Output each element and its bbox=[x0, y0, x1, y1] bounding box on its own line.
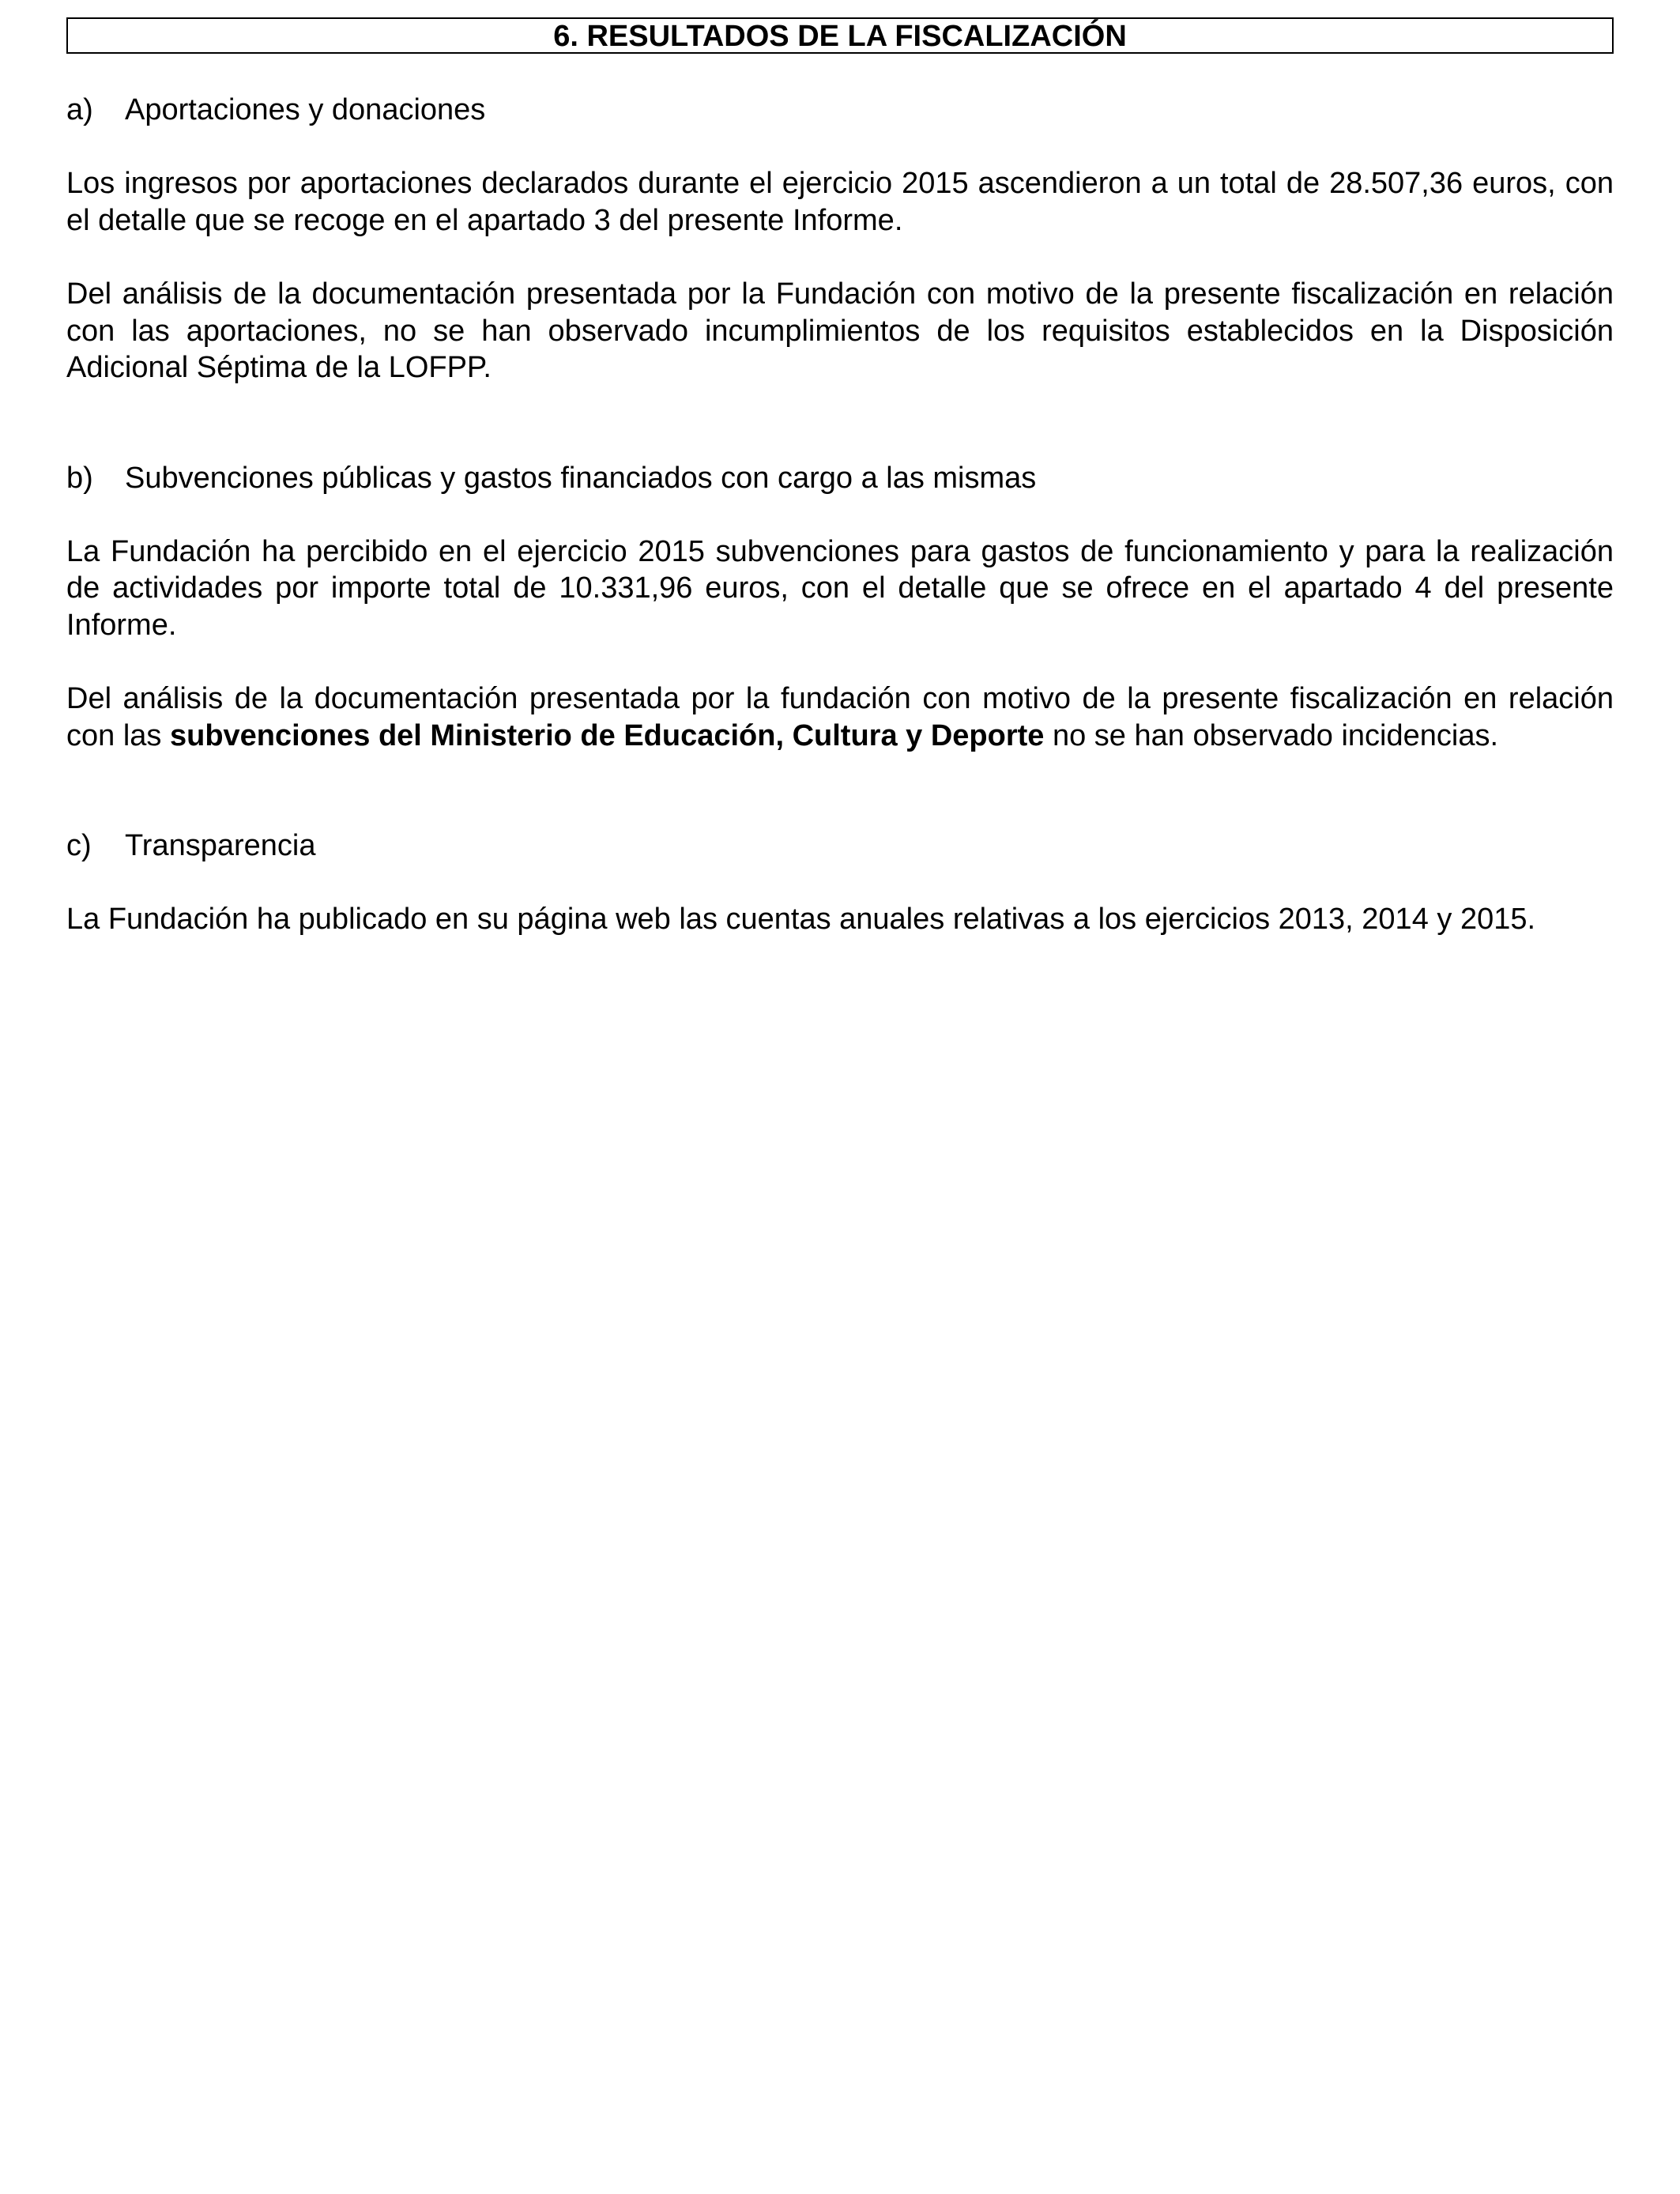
bold-phrase: subvenciones del Ministerio de Educación, Cultura y Deporte bbox=[169, 718, 1045, 752]
paragraph: La Fundación ha publicado en su página web las cuentas anuales relativas a los ejercicios 2013, 2014 y 2015. bbox=[66, 903, 1536, 936]
section-heading-a bbox=[66, 92, 1614, 128]
section-heading-b bbox=[66, 460, 1614, 496]
paragraph-text: no se han observado incidencias. bbox=[1044, 718, 1499, 752]
section-marker: a) bbox=[66, 93, 93, 126]
section-heading-c bbox=[66, 827, 1614, 864]
paragraph-with-bold bbox=[66, 680, 1614, 754]
section-title: Aportaciones y donaciones bbox=[125, 93, 486, 126]
paragraph: La Fundación ha percibido en el ejercicio 2015 subvenciones para gastos de funcionamiento y para la realización de actividades por importe total de 10.331,96 euros, con el detalle que se ofrece en el apartado 4 del presente Informe. bbox=[66, 534, 1614, 642]
section-marker: c) bbox=[66, 829, 92, 862]
document-page bbox=[66, 17, 1614, 938]
paragraph-text: Del análisis de la documentación presentada por la fundación con motivo de la presente fiscalización en relación con las bbox=[66, 682, 1614, 752]
section-title: Transparencia bbox=[125, 829, 316, 862]
page-title: 6. RESULTADOS DE LA FISCALIZACIÓN bbox=[66, 17, 1614, 54]
section-marker: b) bbox=[66, 461, 93, 495]
paragraph: Del análisis de la documentación presentada por la Fundación con motivo de la presente fiscalización en relación con las aportaciones, no se han observado incumplimientos de los requisitos establecidos en la Disposición Adicional Séptima de la LOFPP. bbox=[66, 277, 1614, 384]
section-title: Subvenciones públicas y gastos financiados con cargo a las mismas bbox=[125, 461, 1037, 495]
paragraph: Los ingresos por aportaciones declarados durante el ejercicio 2015 ascendieron a un total de 28.507,36 euros, con el detalle que se recoge en el apartado 3 del presente Informe. bbox=[66, 167, 1614, 237]
